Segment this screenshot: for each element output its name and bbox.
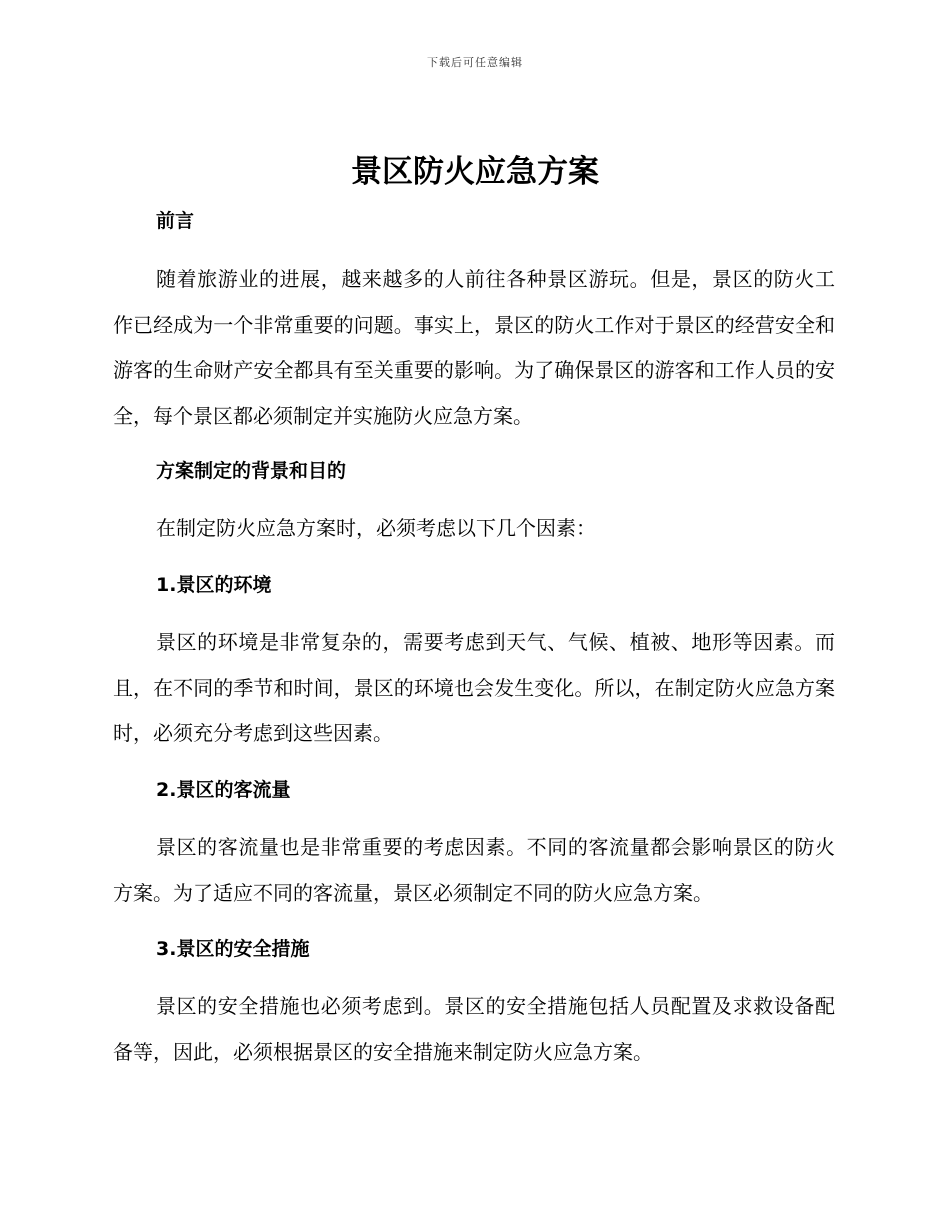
document-title: 景区防火应急方案	[351, 154, 599, 190]
paragraph-visitor-flow: 景区的客流量也是非常重要的考虑因素。不同的客流量都会影响景区的防火方案。为了适应不同的客流量，景区必须制定不同的防火应急方案。	[113, 835, 835, 905]
paragraph-safety-measures: 景区的安全措施也必须考虑到。景区的安全措施包括人员配置及求救设备配备等，因此，必须根据景区的安全措施来制定防火应急方案。	[113, 994, 835, 1064]
section-heading-safety-measures: 3.景区的安全措施	[156, 938, 310, 960]
paragraph-environment: 景区的环境是非常复杂的，需要考虑到天气、气候、植被、地形等因素。而且，在不同的季节和时间，景区的环境也会发生变化。所以，在制定防火应急方案时，必须充分考虑到这些因素。	[113, 630, 835, 745]
section-heading-preface: 前言	[156, 210, 195, 232]
header-note: 下载后可任意编辑	[427, 56, 523, 69]
section-heading-background: 方案制定的背景和目的	[156, 460, 347, 482]
paragraph-preface: 随着旅游业的进展，越来越多的人前往各种景区游玩。但是，景区的防火工作已经成为一个非常重要的问题。事实上，景区的防火工作对于景区的经营安全和游客的生命财产安全都具有至关重要的影响。为了确保景区的游客和工作人员的安全，每个景区都必须制定并实施防火应急方案。	[113, 267, 835, 428]
paragraph-background: 在制定防火应急方案时，必须考虑以下几个因素：	[156, 516, 596, 540]
section-heading-visitor-flow: 2.景区的客流量	[156, 779, 291, 801]
section-heading-environment: 1.景区的环境	[156, 574, 272, 596]
